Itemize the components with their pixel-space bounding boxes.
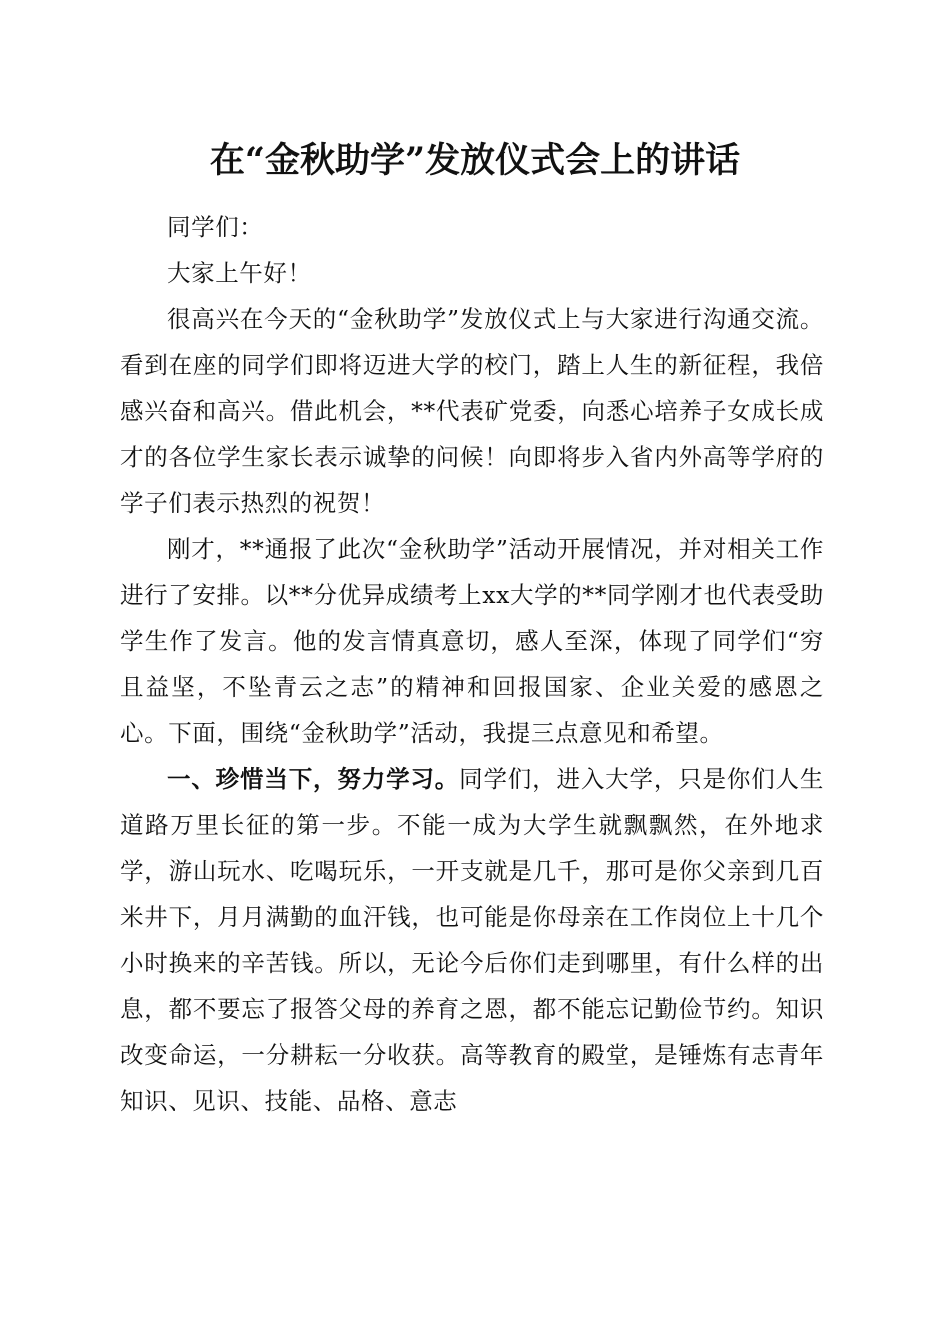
body-paragraph-intro: 很高兴在今天的“金秋助学”发放仪式上与大家进行沟通交流。看到在座的同学们即将迈进大学的校门，踏上人生的新征程，我倍感兴奋和高兴。借此机会，**代表矿党委，向悉心培养子女成长成才的各位学生家长表示诚挚的问候！向即将步入省内外高等学府的学子们表示热烈的祝贺！ xyxy=(120,305,824,517)
point-one-text: 同学们，进入大学，只是你们人生道路万里长征的第一步。不能一成为大学生就飘飘然，在外地求学，游山玩水、吃喝玩乐，一开支就是几千，那可是你父亲到几百米井下，月月满勤的血汗钱，也可能是你母亲在工作岗位上十几个小时换来的辛苦钱。所以，无论今后你们走到哪里，有什么样的出息，都不要忘了报答父母的养育之恩，都不能忘记勤俭节约。知识改变命运，一分耕耘一分收获。高等教育的殿堂，是锤炼有志青年知识、见识、技能、品格、意志 xyxy=(120,765,824,1115)
body-paragraph-point-one xyxy=(120,756,824,1124)
document-body xyxy=(120,204,824,1124)
body-paragraph-report: 刚才，**通报了此次“金秋助学”活动开展情况，并对相关工作进行了安排。以**分优异成绩考上xx大学的**同学刚才也代表受助学生作了发言。他的发言情真意切，感人至深，体现了同学们“穷且益坚，不坠青云之志”的精神和回报国家、企业关爱的感恩之心。下面，围绕“金秋助学”活动，我提三点意见和希望。 xyxy=(120,535,824,747)
greeting: 大家上午好！ xyxy=(167,259,312,287)
document-title: 在“金秋助学”发放仪式会上的讲话 xyxy=(209,140,741,181)
point-one-heading: 一、珍惜当下，努力学习。 xyxy=(167,765,460,793)
salutation: 同学们： xyxy=(167,213,264,241)
